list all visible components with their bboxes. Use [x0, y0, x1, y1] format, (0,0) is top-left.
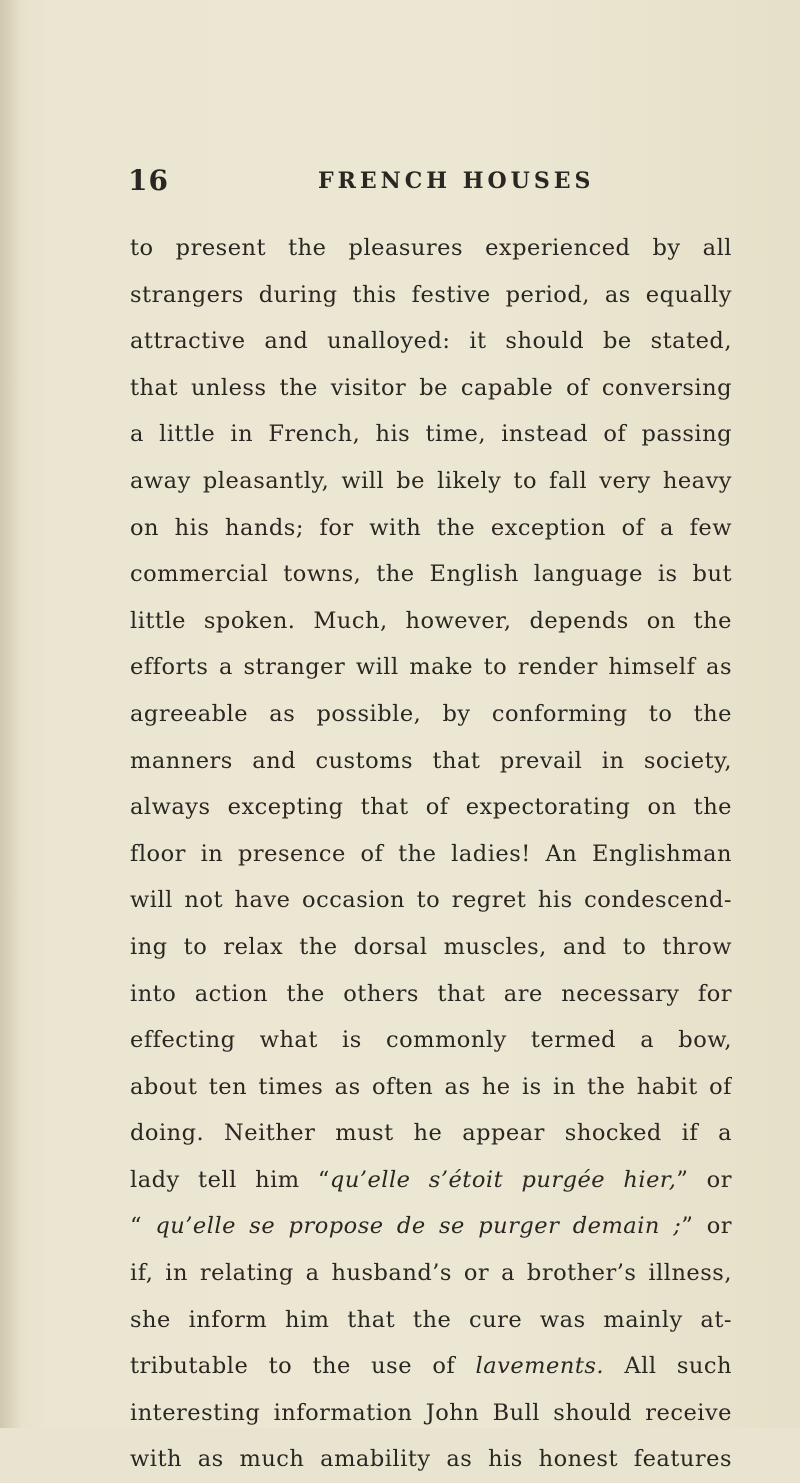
italic-word: lavements.	[475, 1353, 605, 1380]
text-line: a little in French, his time, instead of passing	[130, 421, 732, 448]
text-line	[130, 1203, 732, 1250]
text-line: attractive and unalloyed: it should be stated,	[130, 328, 732, 355]
text-segment: ” or	[676, 1166, 732, 1193]
text-line: interesting information John Bull should receive	[130, 1399, 732, 1426]
text-line: will not have occasion to regret his condescend-	[130, 887, 732, 914]
text-line: always excepting that of expectorating on the	[130, 794, 732, 821]
text-line: agreeable as possible, by conforming to the	[130, 700, 732, 727]
text-segment: ” or	[681, 1213, 732, 1240]
text-line: commercial towns, the English language is but	[130, 561, 732, 588]
text-line: away pleasantly, will be likely to fall very heavy	[130, 467, 732, 494]
text-line: she inform him that the cure was mainly at-	[130, 1306, 732, 1333]
text-line: doing. Neither must he appear shocked if a	[130, 1120, 732, 1147]
text-line: that unless the visitor be capable of conversing	[130, 374, 732, 401]
text-line: manners and customs that prevail in society,	[130, 747, 732, 774]
text-line: effecting what is commonly termed a bow,	[130, 1027, 732, 1054]
text-line: to present the pleasures experienced by all	[130, 235, 732, 261]
italic-quote: qu’elle s’étoit purgée hier,	[329, 1166, 677, 1193]
text-segment: tributable to the use of	[130, 1353, 476, 1380]
running-head: FRENCH HOUSES	[318, 168, 595, 194]
text-line: on his hands; for with the exception of a few	[130, 514, 732, 541]
text-segment: All such	[604, 1353, 732, 1380]
text-line: floor in presence of the ladies! An Englishman	[130, 840, 732, 867]
text-line: strangers during this festive period, as equally	[130, 281, 732, 308]
italic-quote: qu’elle se propose de se purger demain ;	[155, 1213, 682, 1240]
text-line: ing to relax the dorsal muscles, and to throw	[130, 933, 732, 960]
page-number: 16	[128, 164, 169, 197]
text-line: with as much amability as his honest features	[130, 1446, 732, 1473]
body-paragraph	[130, 225, 732, 1483]
text-line: if, in relating a husband’s or a brother’s illness,	[130, 1260, 732, 1287]
text-segment: “	[130, 1213, 156, 1240]
text-line	[130, 1343, 732, 1390]
text-line: into action the others that are necessary for	[130, 980, 732, 1007]
text-line: about ten times as often as he is in the habit of	[130, 1073, 732, 1100]
text-line: efforts a stranger will make to render himself as	[130, 654, 732, 681]
text-segment: lady tell him “	[130, 1166, 330, 1193]
page-edge-shadow	[0, 0, 22, 1428]
page-header	[128, 164, 733, 204]
text-line: little spoken. Much, however, depends on the	[130, 607, 732, 634]
text-line	[130, 1157, 732, 1204]
